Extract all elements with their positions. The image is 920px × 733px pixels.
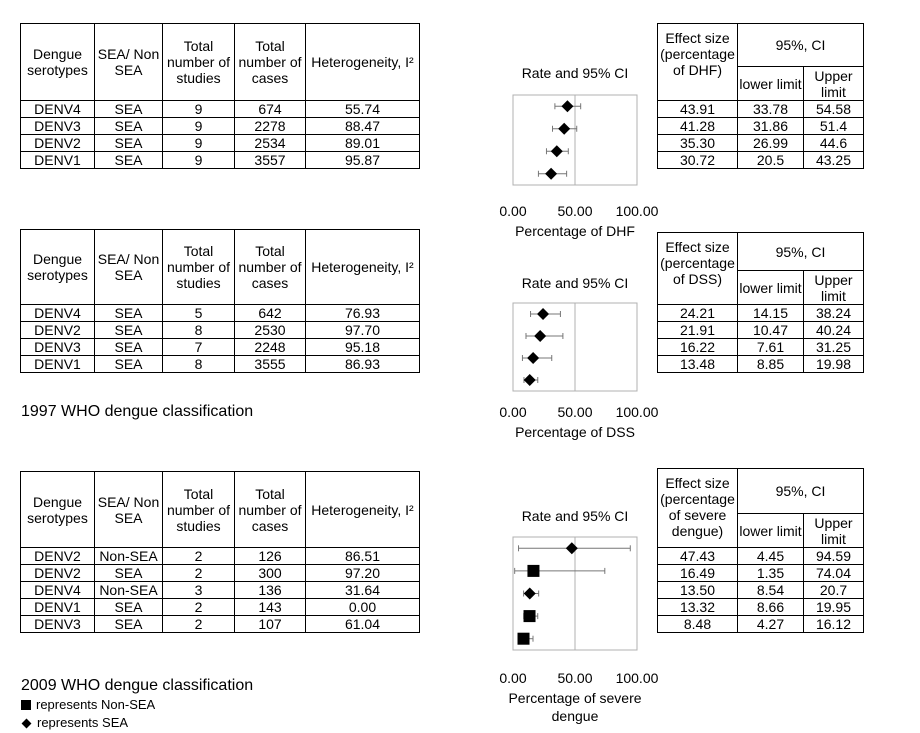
table-cell-upper: 54.58 bbox=[804, 101, 864, 118]
column-header: Dengue serotypes bbox=[21, 24, 95, 101]
table-cell-effect: 41.28 bbox=[658, 118, 738, 135]
table-cell-upper: 19.98 bbox=[804, 356, 864, 373]
table-cell-effect: 21.91 bbox=[658, 322, 738, 339]
x-tick-label: 100.00 bbox=[615, 670, 659, 686]
table-cell-cases: 2530 bbox=[235, 322, 306, 339]
table-cell-group: SEA bbox=[95, 101, 163, 118]
table-cell-lower: 14.15 bbox=[738, 305, 804, 322]
table-cell-upper: 44.6 bbox=[804, 135, 864, 152]
table-cell-effect: 8.48 bbox=[658, 616, 738, 633]
column-header: Heterogeneity, I² bbox=[306, 230, 420, 305]
table-cell-cases: 3555 bbox=[235, 356, 306, 373]
table-cell-lower: 10.47 bbox=[738, 322, 804, 339]
lower-limit-header: lower limit bbox=[738, 271, 804, 305]
table-cell-lower: 8.66 bbox=[738, 599, 804, 616]
forest-plot bbox=[499, 65, 658, 239]
ci-header: 95%, CI bbox=[738, 233, 864, 271]
table-cell-studies: 8 bbox=[163, 356, 235, 373]
table-cell-group: SEA bbox=[95, 152, 163, 169]
table-cell-effect: 16.49 bbox=[658, 565, 738, 582]
table-cell-studies: 2 bbox=[163, 616, 235, 633]
column-header: Total number of cases bbox=[235, 472, 306, 548]
column-header: Heterogeneity, I² bbox=[306, 24, 420, 101]
table-cell-studies: 9 bbox=[163, 118, 235, 135]
table-cell-cases: 674 bbox=[235, 101, 306, 118]
table-cell-lower: 1.35 bbox=[738, 565, 804, 582]
table-cell-studies: 9 bbox=[163, 135, 235, 152]
column-header: Total number of cases bbox=[235, 230, 306, 305]
table-cell-group: SEA bbox=[95, 135, 163, 152]
effect-marker-square bbox=[527, 565, 539, 577]
effect-marker-diamond bbox=[545, 168, 557, 180]
table-cell-group: SEA bbox=[95, 339, 163, 356]
table-cell-serotype: DENV3 bbox=[21, 339, 95, 356]
table-cell-serotype: DENV4 bbox=[21, 582, 95, 599]
effect-marker-diamond bbox=[524, 588, 536, 600]
x-tick-label: 0.00 bbox=[499, 404, 527, 420]
table-cell-cases: 642 bbox=[235, 305, 306, 322]
table-cell-cases: 2534 bbox=[235, 135, 306, 152]
table-cell-i2: 97.20 bbox=[306, 565, 420, 582]
table-cell-serotype: DENV4 bbox=[21, 101, 95, 118]
forest-plot bbox=[499, 275, 658, 440]
effect-marker-diamond bbox=[524, 374, 536, 386]
table-cell-group: SEA bbox=[95, 599, 163, 616]
ci-header: 95%, CI bbox=[738, 469, 864, 514]
column-header: Total number of studies bbox=[163, 24, 235, 101]
table-cell-group: SEA bbox=[95, 356, 163, 373]
table-cell-i2: 95.18 bbox=[306, 339, 420, 356]
table-cell-effect: 30.72 bbox=[658, 152, 738, 169]
x-axis-label: Percentage of severe dengue bbox=[508, 690, 642, 724]
table-cell-group: Non-SEA bbox=[95, 548, 163, 565]
x-tick-label: 100.00 bbox=[615, 203, 659, 219]
table-cell-effect: 13.48 bbox=[658, 356, 738, 373]
x-tick-label: 0.00 bbox=[499, 670, 527, 686]
x-tick-label: 50.00 bbox=[557, 670, 593, 686]
lower-limit-header: lower limit bbox=[738, 67, 804, 101]
table-cell-i2: 31.64 bbox=[306, 582, 420, 599]
table-cell-studies: 8 bbox=[163, 322, 235, 339]
table-cell-cases: 2278 bbox=[235, 118, 306, 135]
table-cell-effect: 24.21 bbox=[658, 305, 738, 322]
table-cell-lower: 31.86 bbox=[738, 118, 804, 135]
column-header: Heterogeneity, I² bbox=[306, 472, 420, 548]
column-header: Total number of cases bbox=[235, 24, 306, 101]
table-cell-upper: 38.24 bbox=[804, 305, 864, 322]
upper-limit-header: Upper limit bbox=[804, 67, 864, 101]
table-cell-serotype: DENV1 bbox=[21, 599, 95, 616]
column-header: Dengue serotypes bbox=[21, 472, 95, 548]
table-cell-i2: 61.04 bbox=[306, 616, 420, 633]
column-header: SEA/ Non SEA bbox=[95, 230, 163, 305]
table-cell-upper: 19.95 bbox=[804, 599, 864, 616]
caption-who-1997: 1997 WHO dengue classification bbox=[21, 403, 254, 420]
effect-marker-square bbox=[518, 633, 530, 645]
table-cell-group: Non-SEA bbox=[95, 582, 163, 599]
x-tick-label: 50.00 bbox=[557, 404, 593, 420]
table-cell-group: SEA bbox=[95, 118, 163, 135]
table-cell-serotype: DENV2 bbox=[21, 565, 95, 582]
effect-size-header: Effect size (percentage of DSS) bbox=[658, 233, 738, 305]
upper-limit-header: Upper limit bbox=[804, 271, 864, 305]
table-cell-lower: 4.27 bbox=[738, 616, 804, 633]
table-cell-group: SEA bbox=[95, 322, 163, 339]
table-cell-group: SEA bbox=[95, 565, 163, 582]
effect-marker-diamond bbox=[561, 100, 573, 112]
x-axis-label: Percentage of DHF bbox=[515, 223, 635, 239]
table-cell-lower: 8.85 bbox=[738, 356, 804, 373]
table-cell-group: SEA bbox=[95, 305, 163, 322]
table-cell-lower: 7.61 bbox=[738, 339, 804, 356]
plot-title: Rate and 95% CI bbox=[521, 65, 629, 81]
forest-plot bbox=[499, 508, 658, 724]
table-cell-i2: 95.87 bbox=[306, 152, 420, 169]
caption-who-2009: 2009 WHO dengue classification bbox=[21, 677, 254, 694]
effect-marker-diamond bbox=[527, 352, 539, 364]
upper-limit-header: Upper limit bbox=[804, 514, 864, 548]
lower-limit-header: lower limit bbox=[738, 514, 804, 548]
table-cell-cases: 3557 bbox=[235, 152, 306, 169]
table-cell-effect: 16.22 bbox=[658, 339, 738, 356]
table-cell-studies: 7 bbox=[163, 339, 235, 356]
ci-header: 95%, CI bbox=[738, 24, 864, 67]
table-cell-upper: 16.12 bbox=[804, 616, 864, 633]
legend-square-label: represents Non-SEA bbox=[36, 697, 156, 712]
effect-marker-diamond bbox=[558, 123, 570, 135]
table-cell-effect: 43.91 bbox=[658, 101, 738, 118]
table-cell-lower: 8.54 bbox=[738, 582, 804, 599]
table-cell-i2: 0.00 bbox=[306, 599, 420, 616]
table-cell-i2: 76.93 bbox=[306, 305, 420, 322]
effect-marker-diamond bbox=[534, 330, 546, 342]
table-cell-serotype: DENV1 bbox=[21, 356, 95, 373]
legend-diamond-label: represents SEA bbox=[37, 715, 129, 730]
column-header: Dengue serotypes bbox=[21, 230, 95, 305]
table-cell-lower: 26.99 bbox=[738, 135, 804, 152]
table-cell-effect: 13.32 bbox=[658, 599, 738, 616]
column-header: Total number of studies bbox=[163, 230, 235, 305]
table-cell-cases: 107 bbox=[235, 616, 306, 633]
table-cell-upper: 94.59 bbox=[804, 548, 864, 565]
table-cell-upper: 43.25 bbox=[804, 152, 864, 169]
table-cell-lower: 4.45 bbox=[738, 548, 804, 565]
table-cell-upper: 74.04 bbox=[804, 565, 864, 582]
column-header: SEA/ Non SEA bbox=[95, 472, 163, 548]
table-cell-studies: 2 bbox=[163, 548, 235, 565]
table-cell-serotype: DENV2 bbox=[21, 135, 95, 152]
table-cell-i2: 89.01 bbox=[306, 135, 420, 152]
table-cell-i2: 97.70 bbox=[306, 322, 420, 339]
plot-title: Rate and 95% CI bbox=[521, 275, 629, 291]
plot-title: Rate and 95% CI bbox=[521, 508, 629, 524]
column-header: SEA/ Non SEA bbox=[95, 24, 163, 101]
x-tick-label: 100.00 bbox=[615, 404, 659, 420]
table-cell-studies: 5 bbox=[163, 305, 235, 322]
table-cell-upper: 40.24 bbox=[804, 322, 864, 339]
x-tick-label: 0.00 bbox=[499, 203, 527, 219]
effect-marker-diamond bbox=[551, 145, 563, 157]
effect-marker-square bbox=[524, 610, 536, 622]
x-tick-label: 50.00 bbox=[557, 203, 593, 219]
table-cell-i2: 88.47 bbox=[306, 118, 420, 135]
table-cell-serotype: DENV2 bbox=[21, 548, 95, 565]
table-cell-studies: 2 bbox=[163, 599, 235, 616]
column-header: Total number of studies bbox=[163, 472, 235, 548]
table-cell-effect: 47.43 bbox=[658, 548, 738, 565]
table-cell-studies: 3 bbox=[163, 582, 235, 599]
table-cell-i2: 86.51 bbox=[306, 548, 420, 565]
table-cell-serotype: DENV4 bbox=[21, 305, 95, 322]
table-cell-serotype: DENV3 bbox=[21, 118, 95, 135]
effect-size-header: Effect size (percentage of DHF) bbox=[658, 24, 738, 101]
table-cell-lower: 20.5 bbox=[738, 152, 804, 169]
table-cell-cases: 126 bbox=[235, 548, 306, 565]
table-cell-studies: 2 bbox=[163, 565, 235, 582]
table-cell-cases: 300 bbox=[235, 565, 306, 582]
table-cell-i2: 86.93 bbox=[306, 356, 420, 373]
table-cell-studies: 9 bbox=[163, 152, 235, 169]
table-cell-upper: 31.25 bbox=[804, 339, 864, 356]
table-cell-cases: 136 bbox=[235, 582, 306, 599]
table-cell-effect: 13.50 bbox=[658, 582, 738, 599]
table-cell-serotype: DENV1 bbox=[21, 152, 95, 169]
table-cell-i2: 55.74 bbox=[306, 101, 420, 118]
table-cell-cases: 143 bbox=[235, 599, 306, 616]
table-cell-group: SEA bbox=[95, 616, 163, 633]
effect-size-header: Effect size (percentage of severe dengue) bbox=[658, 469, 738, 548]
table-cell-studies: 9 bbox=[163, 101, 235, 118]
table-cell-effect: 35.30 bbox=[658, 135, 738, 152]
table-cell-serotype: DENV2 bbox=[21, 322, 95, 339]
table-cell-serotype: DENV3 bbox=[21, 616, 95, 633]
table-cell-upper: 51.4 bbox=[804, 118, 864, 135]
table-cell-lower: 33.78 bbox=[738, 101, 804, 118]
table-cell-cases: 2248 bbox=[235, 339, 306, 356]
effect-marker-diamond bbox=[537, 308, 549, 320]
effect-marker-diamond bbox=[566, 542, 578, 554]
table-cell-upper: 20.7 bbox=[804, 582, 864, 599]
x-axis-label: Percentage of DSS bbox=[515, 424, 635, 440]
